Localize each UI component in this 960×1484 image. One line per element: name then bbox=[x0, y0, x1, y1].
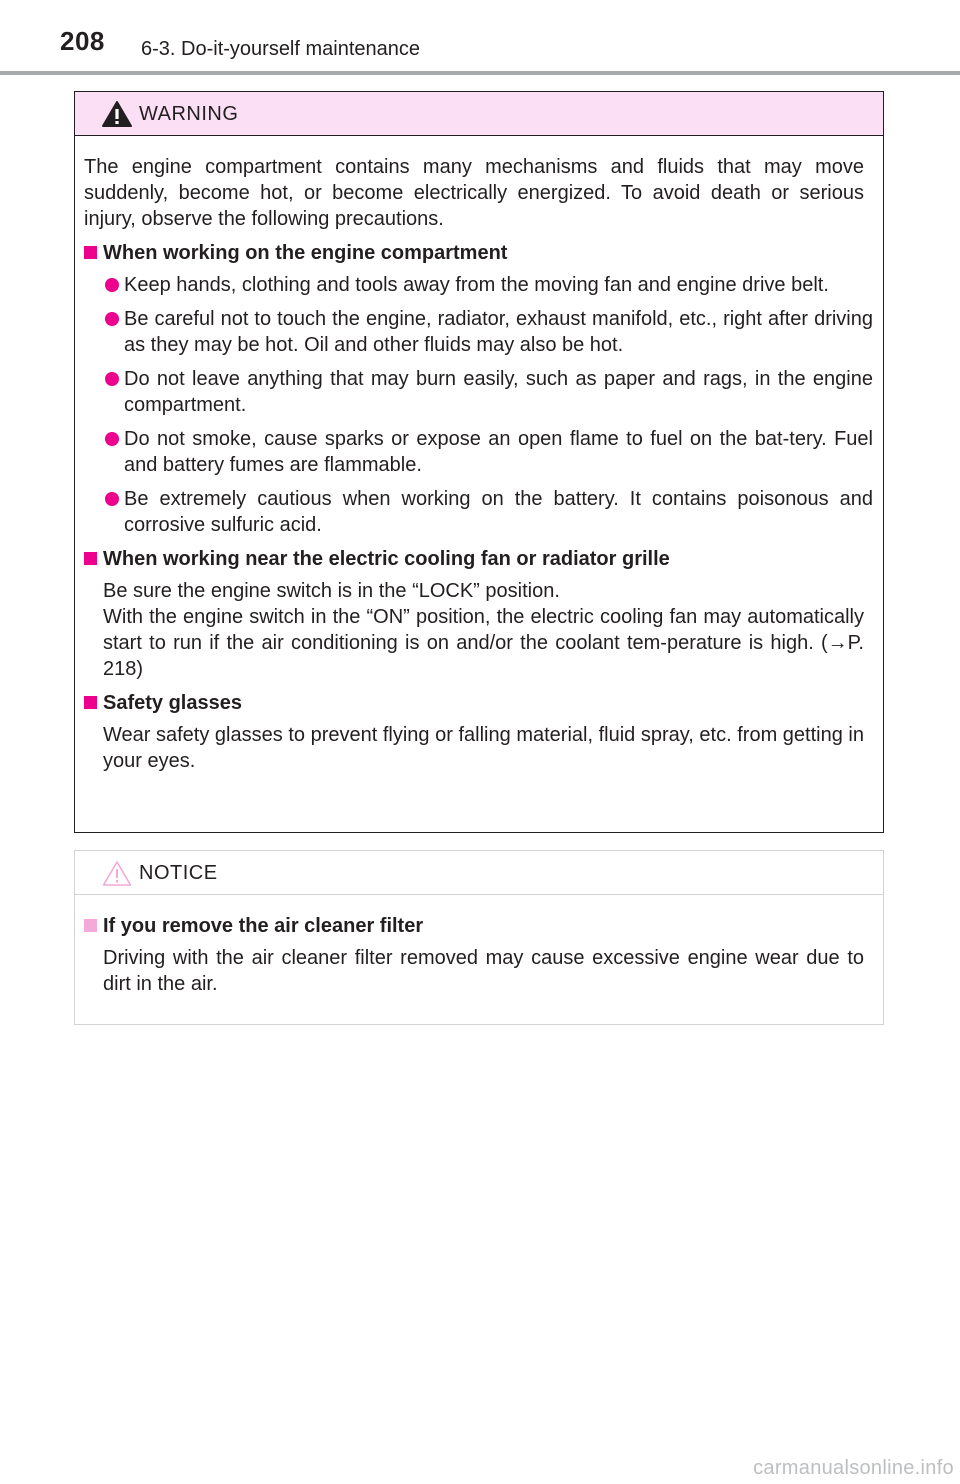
warning-triangle-icon bbox=[101, 100, 133, 128]
warning-body bbox=[75, 136, 883, 774]
subheading-air-cleaner: If you remove the air cleaner filter bbox=[84, 913, 873, 939]
paragraph: With the engine switch in the “ON” position, the electric cooling fan may automatically start to run if the air conditioning is on and/or the coolant tem-perature is high. (→P. 218) bbox=[103, 606, 864, 680]
notice-triangle-icon bbox=[101, 859, 133, 887]
bullet-item: Do not leave anything that may burn easily, such as paper and rags, in the engine compartment. bbox=[84, 366, 873, 418]
circle-bullet-icon bbox=[105, 278, 119, 292]
header-rule bbox=[0, 71, 960, 75]
notice-body bbox=[75, 895, 883, 997]
warning-intro: The engine compartment contains many mechanisms and fluids that may move suddenly, become hot, or become electrically energized. To avoid death or serious injury, observe the following precautions. bbox=[84, 156, 864, 230]
subheading-safety-glasses: Safety glasses bbox=[84, 690, 873, 716]
paragraph: Be sure the engine switch is in the “LOCK” position. bbox=[103, 580, 560, 602]
paragraph: Wear safety glasses to prevent flying or falling material, fluid spray, etc. from getting in your eyes. bbox=[103, 724, 864, 772]
circle-bullet-icon bbox=[105, 312, 119, 326]
subheading-cooling-fan: When working near the electric cooling fan or radiator grille bbox=[84, 546, 873, 572]
notice-label: NOTICE bbox=[139, 862, 218, 884]
paragraph: Driving with the air cleaner filter removed may cause excessive engine wear due to dirt in the air. bbox=[103, 947, 864, 995]
bullet-item: Do not smoke, cause sparks or expose an open flame to fuel on the bat-tery. Fuel and battery fumes are flammable. bbox=[84, 426, 873, 478]
warning-label: WARNING bbox=[139, 103, 239, 125]
square-bullet-icon bbox=[84, 696, 97, 709]
circle-bullet-icon bbox=[105, 492, 119, 506]
square-bullet-icon bbox=[84, 552, 97, 565]
bullet-item: Be careful not to touch the engine, radiator, exhaust manifold, etc., right after driving as they may be hot. Oil and other fluids may also be hot. bbox=[84, 306, 873, 358]
page-header bbox=[0, 0, 960, 76]
watermark: carmanualsonline.info bbox=[753, 1457, 954, 1479]
subheading-engine-compartment: When working on the engine compartment bbox=[84, 240, 873, 266]
section-title: 6-3. Do-it-yourself maintenance bbox=[141, 38, 421, 60]
warning-box-header bbox=[75, 92, 883, 136]
circle-bullet-icon bbox=[105, 372, 119, 386]
square-bullet-icon bbox=[84, 919, 97, 932]
bullet-item: Keep hands, clothing and tools away from the moving fan and engine drive belt. bbox=[84, 272, 873, 298]
page-number: 208 bbox=[60, 26, 105, 56]
notice-box bbox=[74, 850, 884, 1025]
circle-bullet-icon bbox=[105, 432, 119, 446]
notice-box-header bbox=[75, 851, 883, 895]
square-bullet-icon bbox=[84, 246, 97, 259]
warning-box bbox=[74, 91, 884, 833]
bullet-item: Be extremely cautious when working on the battery. It contains poisonous and corrosive sulfuric acid. bbox=[84, 486, 873, 538]
